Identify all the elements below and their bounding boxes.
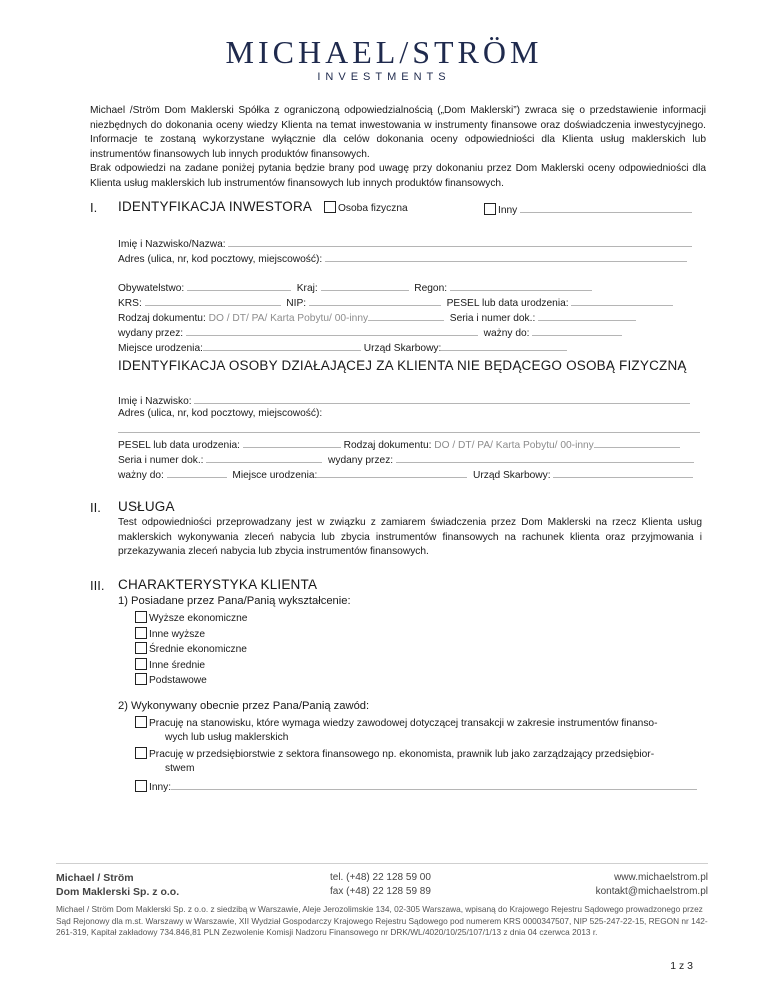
checkbox[interactable] (135, 627, 147, 639)
profession-option-1[interactable]: Pracuję na stanowisku, które wymaga wiedzy zawodowej dotyczącej transakcji w zakresie instrumentów finanso- (135, 716, 657, 731)
checkbox[interactable] (135, 716, 147, 728)
company-logo: MICHAEL/STRÖM (225, 34, 543, 70)
rep-document-type-hint: DO / DT/ PA/ Karta Pobytu/ 00-inny (434, 440, 594, 451)
section-1-number: I. (90, 200, 98, 215)
citizenship-field[interactable] (187, 279, 291, 291)
pesel-field[interactable] (571, 294, 673, 306)
footer-company-1: Michael / Ström (56, 872, 134, 884)
representative-title: IDENTYFIKACJA OSOBY DZIAŁAJĄCEJ ZA KLIENTA NIE BĘDĄCEGO OSOBĄ FIZYCZNĄ (118, 358, 687, 373)
rep-issued-by-field[interactable] (396, 451, 694, 463)
education-options (135, 611, 247, 689)
footer-divider (56, 863, 708, 864)
footer-website[interactable]: www.michaelstrom.pl (614, 872, 708, 883)
rep-valid-until-field[interactable] (167, 466, 227, 478)
checkbox-person[interactable] (324, 201, 336, 213)
education-option[interactable]: Średnie ekonomiczne (135, 642, 247, 658)
page-number: 1 z 3 (670, 960, 693, 972)
intro-paragraph-1: Michael /Ström Dom Maklerski Spółka z ograniczoną odpowiedzialnością („Dom Maklerski”) zwraca się o przedstawienie informacji niezbędnych do dokonania oceny wiedzy Klienta na temat inwestowania w instrumenty finansowe oraz doświadczenia inwestycyjnego. Informacje te zostaną wykorzystane wyłącznie dla celów dokonania oceny odpowiedniości dla Klienta usług maklerskich lub instrumentów finansowych lub innych produktów finansowych. (90, 105, 706, 160)
checkbox[interactable] (135, 642, 147, 654)
krs-field[interactable] (145, 294, 281, 306)
issued-row: wydany przez: ważny do: (118, 324, 622, 341)
section-3-number: III. (90, 578, 105, 593)
checkbox[interactable] (135, 611, 147, 623)
footer-email[interactable]: kontakt@michaelstrom.pl (595, 886, 708, 897)
rep-address-field[interactable] (118, 432, 700, 433)
rep-name-field[interactable] (194, 392, 690, 404)
checkbox-other[interactable] (484, 203, 496, 215)
series-field[interactable] (538, 309, 636, 321)
birthplace-row: Miejsce urodzenia: Urząd Skarbowy: (118, 339, 567, 356)
education-option[interactable]: Wyższe ekonomiczne (135, 611, 247, 627)
footer-fax: fax (+48) 22 128 59 89 (330, 886, 431, 897)
footer-legal: Michael / Ström Dom Maklerski Sp. z o.o. z siedzibą w Warszawie, Aleje Jerozolimskie 134, 02-305 Warszawa, wpisaną do Krajowego Rejestru Sądowego prowadzonego przez Sąd Rejonowy dla m.st. Warszawy w Warszawie, XII Wydział Gospodarczy Krajowego Rejestru Sądowego pod numerem KRS 0000347507, NIP 525-247-22-15, REGON nr 142-261-319, Kapitał zakładowy 734.846,81 PLN Zezwolenie Komisji Nadzoru Finansowego nr DRK/WL/4020/10/25/107/1/13 z dnia 04 czerwca 2013 r. (56, 904, 708, 937)
rep-address-row: Adres (ulica, nr, kod pocztowy, miejscowość): (118, 408, 323, 419)
education-option[interactable]: Inne wyższe (135, 627, 247, 643)
checkbox[interactable] (135, 658, 147, 670)
rep-series-field[interactable] (206, 451, 322, 463)
tax-office-field[interactable] (441, 339, 567, 351)
nip-field[interactable] (309, 294, 441, 306)
rep-birthplace-field[interactable] (317, 466, 467, 478)
question-education: 1) Posiadane przez Pana/Panią wykształcenie: (118, 595, 351, 607)
other-type-field[interactable] (520, 201, 692, 213)
section-2-title: USŁUGA (118, 499, 175, 514)
profession-option-2[interactable]: Pracuję w przedsiębiorstwie z sektora finansowego np. ekonomista, prawnik lub jako zarządzający przedsiębior- (135, 747, 654, 762)
investor-type-person[interactable]: Osoba fizyczna (324, 201, 408, 216)
education-option[interactable]: Podstawowe (135, 673, 247, 689)
regon-field[interactable] (450, 279, 592, 291)
company-logo-subtitle: INVESTMENTS (317, 71, 451, 83)
investor-type-other[interactable]: Inny (484, 201, 692, 218)
address-field[interactable] (325, 250, 687, 262)
issued-by-field[interactable] (186, 324, 478, 336)
name-field[interactable] (228, 235, 692, 247)
rep-pesel-row: PESEL lub data urodzenia: Rodzaj dokumentu: DO / DT/ PA/ Karta Pobytu/ 00-inny (118, 436, 680, 453)
section-3-title: CHARAKTERYSTYKA KLIENTA (118, 577, 318, 592)
intro-text (90, 104, 706, 192)
rep-pesel-field[interactable] (243, 436, 341, 448)
valid-until-field[interactable] (532, 324, 622, 336)
checkbox[interactable] (135, 673, 147, 685)
rep-document-type-field[interactable] (594, 436, 680, 448)
service-description: Test odpowiedniości przeprowadzany jest w związku z zamiarem świadczenia przez Dom Maklerski na rzecz Klienta usług maklerskich wykonywania zleceń nabycia lub zbycia instrumentów finansowych na rachunek klienta oraz przyjmowania i przekazywania zleceń nabycia lub zbycia instrumentów finansowych. (118, 517, 702, 558)
education-option[interactable]: Inne średnie (135, 658, 247, 674)
birthplace-field[interactable] (203, 339, 361, 351)
checkbox[interactable] (135, 780, 147, 792)
profession-option-3[interactable]: Inny: (135, 778, 697, 795)
question-profession: 2) Wykonywany obecnie przez Pana/Panią zawód: (118, 700, 370, 712)
krs-row: KRS: NIP: PESEL lub data urodzenia: (118, 294, 673, 311)
name-row: Imię i Nazwisko/Nazwa: (118, 235, 692, 252)
profession-option-1-cont: wych lub usług maklerskich (165, 732, 289, 743)
document-row: Rodzaj dokumentu: DO / DT/ PA/ Karta Pobytu/ 00-inny Seria i numer dok.: (118, 309, 636, 326)
document-type-hint: DO / DT/ PA/ Karta Pobytu/ 00-inny (208, 313, 369, 324)
country-field[interactable] (321, 279, 409, 291)
footer-company-2: Dom Maklerski Sp. z o.o. (56, 886, 180, 898)
rep-series-row: Seria i numer dok.: wydany przez: (118, 451, 694, 468)
address-row: Adres (ulica, nr, kod pocztowy, miejscowość): (118, 250, 687, 267)
footer-tel: tel. (+48) 22 128 59 00 (330, 872, 431, 883)
profession-other-field[interactable] (171, 778, 697, 790)
profession-option-2-cont: stwem (165, 763, 195, 774)
section-1-title: IDENTYFIKACJA INWESTORA (118, 199, 313, 214)
rep-valid-row: ważny do: Miejsce urodzenia: Urząd Skarbowy: (118, 466, 693, 483)
section-2-number: II. (90, 500, 101, 515)
rep-name-row: Imię i Nazwisko: (118, 392, 690, 409)
rep-tax-office-field[interactable] (553, 466, 693, 478)
document-type-field[interactable] (368, 309, 444, 321)
citizenship-row: Obywatelstwo: Kraj: Regon: (118, 279, 592, 296)
intro-paragraph-2: Brak odpowiedzi na zadane poniżej pytania będzie brany pod uwagę przy dokonaniu przez Dom Maklerski oceny odpowiedniości dla Klienta usług maklerskich lub instrumentów finansowych lub innych produktów finansowych. (90, 163, 706, 189)
checkbox[interactable] (135, 747, 147, 759)
